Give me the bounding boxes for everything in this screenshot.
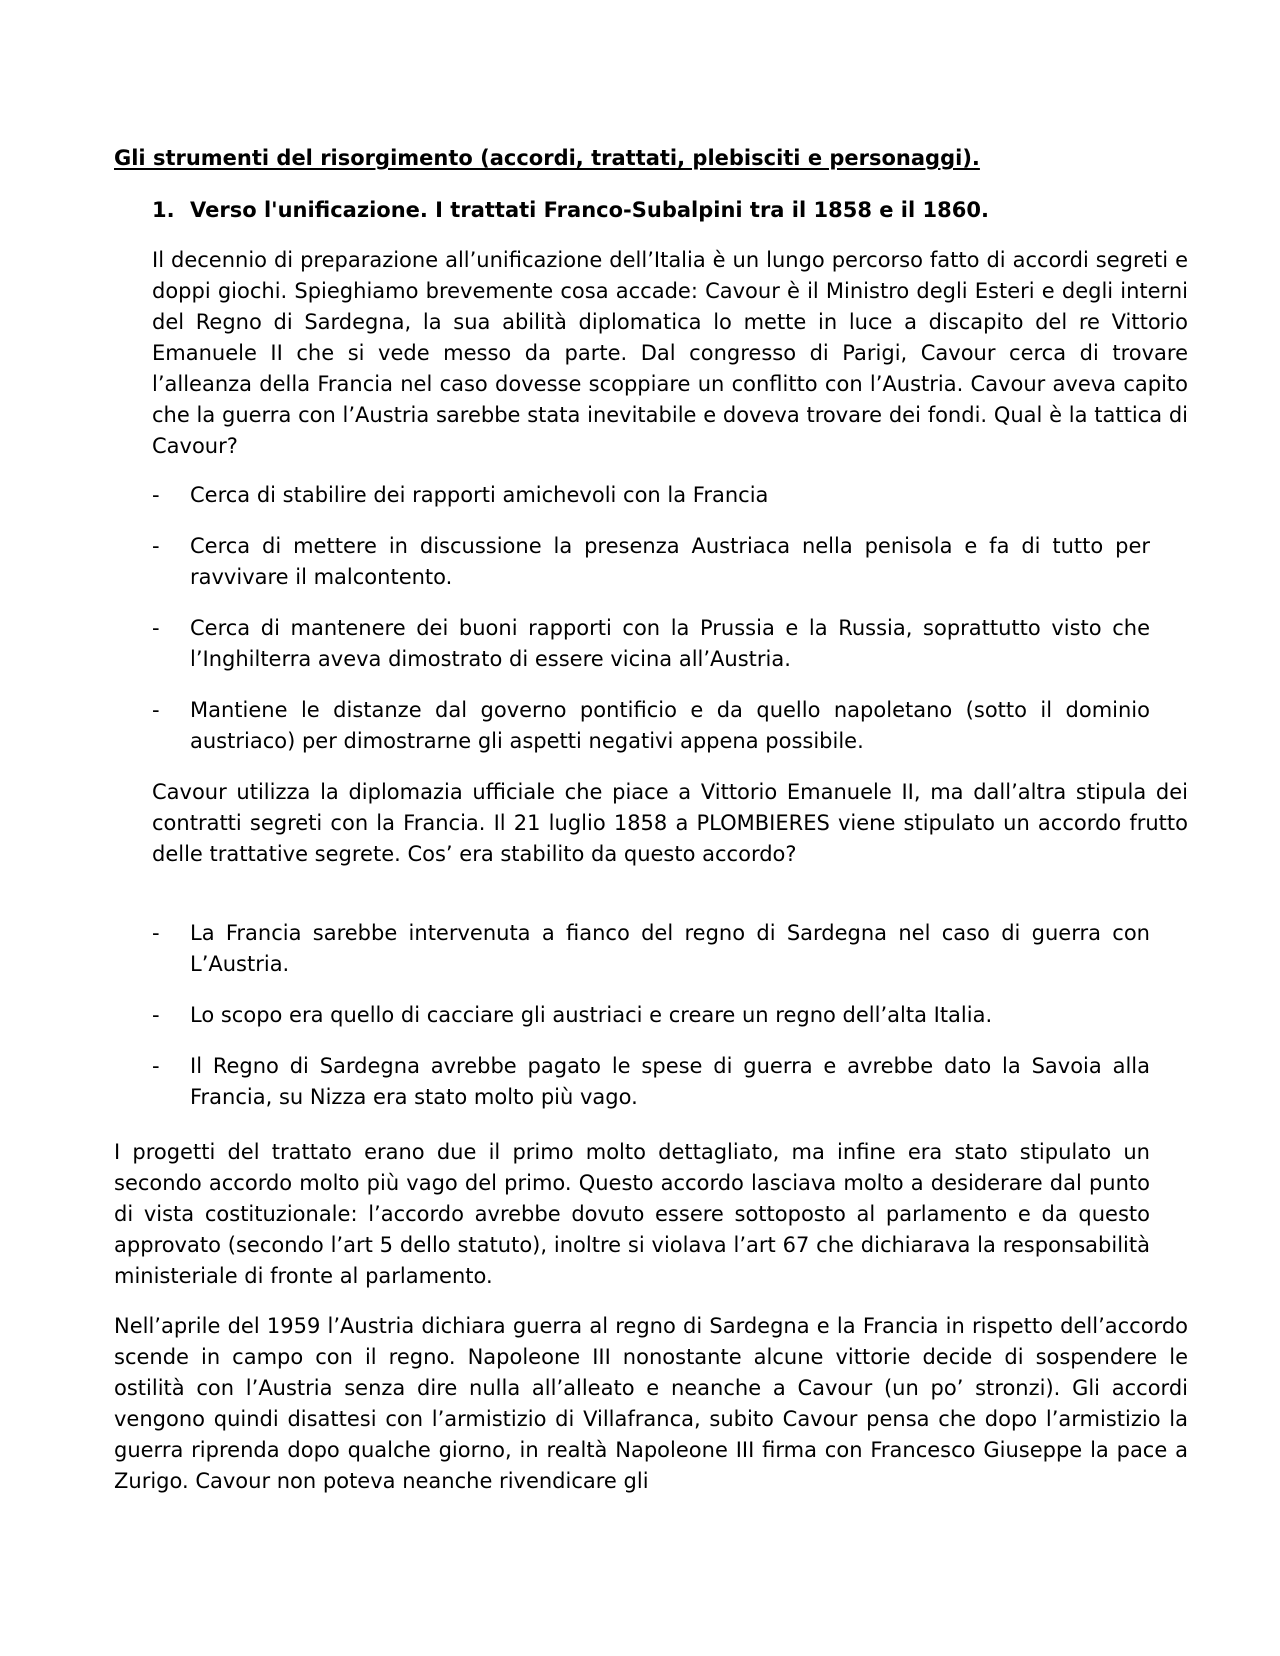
list-item-text: Cerca di mettere in discussione la presenza Austriaca nella penisola e fa di tutto per ravvivare il malcontento. xyxy=(190,534,1150,589)
bullet-list-tactics xyxy=(152,480,1150,777)
section-number: 1. xyxy=(152,198,175,222)
bullet-dash: - xyxy=(152,1054,160,1078)
list-item xyxy=(152,613,1150,675)
document-title: Gli strumenti del risorgimento (accordi, trattati, plebisciti e personaggi). xyxy=(114,146,980,170)
list-item-text: Cerca di stabilire dei rapporti amichevoli con la Francia xyxy=(190,483,769,507)
bullet-dash: - xyxy=(152,1003,160,1027)
paragraph-treaty-projects: I progetti del trattato erano due il primo molto dettagliato, ma infine era stato stipulato un secondo accordo molto più vago del primo. Questo accordo lasciava molto a desiderare dal punto di vista costituzionale: l’accordo avrebbe dovuto essere sottoposto al parlamento e da questo approvato (secondo l’art 5 dello statuto), inoltre si violava l’art 67 che dichiarava la responsabilità ministeriale di fronte al parlamento. xyxy=(114,1140,1150,1288)
list-item xyxy=(152,1051,1150,1113)
list-item-text: Lo scopo era quello di cacciare gli austriaci e creare un regno dell’alta Italia. xyxy=(190,1003,993,1027)
paragraph-intro: Il decennio di preparazione all’unificazione dell’Italia è un lungo percorso fatto di accordi segreti e doppi giochi. Spieghiamo brevemente cosa accade: Cavour è il Ministro degli Esteri e degli interni del Regno di Sardegna, la sua abilità diplomatica lo mette in luce a discapito del re Vittorio Emanuele II che si vede messo da parte. Dal congresso di Parigi, Cavour cerca di trovare l’alleanza della Francia nel caso dovesse scoppiare un conflitto con l’Austria. Cavour aveva capito che la guerra con l’Austria sarebbe stata inevitabile e doveva trovare dei fondi. Qual è la tattica di Cavour? xyxy=(152,248,1188,458)
list-item-text: Il Regno di Sardegna avrebbe pagato le spese di guerra e avrebbe dato la Savoia alla Francia, su Nizza era stato molto più vago. xyxy=(190,1054,1150,1109)
list-item-text: La Francia sarebbe intervenuta a fianco del regno di Sardegna nel caso di guerra con L’Austria. xyxy=(190,921,1150,976)
bullet-list-agreement xyxy=(152,918,1150,1133)
list-item-text: Mantiene le distanze dal governo pontificio e da quello napoletano (sotto il dominio austriaco) per dimostrarne gli aspetti negativi appena possibile. xyxy=(190,698,1150,753)
bullet-dash: - xyxy=(152,616,160,640)
bullet-dash: - xyxy=(152,698,160,722)
paragraph-plombieres: Cavour utilizza la diplomazia ufficiale che piace a Vittorio Emanuele II, ma dall’altra stipula dei contratti segreti con la Francia. Il 21 luglio 1858 a PLOMBIERES viene stipulato un accordo frutto delle trattative segrete. Cos’ era stabilito da questo accordo? xyxy=(152,780,1188,866)
list-item-text: Cerca di mantenere dei buoni rapporti con la Prussia e la Russia, soprattutto visto che l’Inghilterra aveva dimostrato di essere vicina all’Austria. xyxy=(190,616,1150,671)
list-item xyxy=(152,918,1150,980)
paragraph-war-1859: Nell’aprile del 1959 l’Austria dichiara guerra al regno di Sardegna e la Francia in rispetto dell’accordo scende in campo con il regno. Napoleone III nonostante alcune vittorie decide di sospendere le ostilità con l’Austria senza dire nulla all’alleato e neanche a Cavour (un po’ stronzi). Gli accordi vengono quindi disattesi con l’armistizio di Villafranca, subito Cavour pensa che dopo l’armistizio la guerra riprenda dopo qualche giorno, in realtà Napoleone III firma con Francesco Giuseppe la pace a Zurigo. Cavour non poteva neanche rivendicare gli xyxy=(114,1314,1188,1493)
list-item xyxy=(152,531,1150,593)
bullet-dash: - xyxy=(152,483,160,507)
list-item xyxy=(152,1000,1150,1031)
section-heading xyxy=(152,198,989,222)
list-item xyxy=(152,695,1150,757)
section-heading-text: Verso l'unificazione. I trattati Franco-Subalpini tra il 1858 e il 1860. xyxy=(190,198,989,222)
list-item xyxy=(152,480,1150,511)
bullet-dash: - xyxy=(152,921,160,945)
bullet-dash: - xyxy=(152,534,160,558)
